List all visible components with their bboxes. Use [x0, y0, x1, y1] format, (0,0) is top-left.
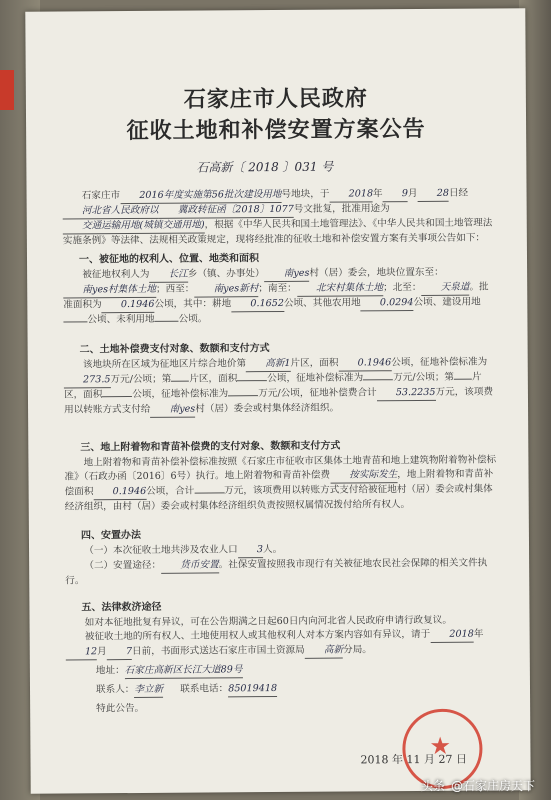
watermark-account: @石家庄房天下 [450, 779, 535, 793]
issue-date: 2018 年 11 月 27 日 [360, 752, 468, 767]
watermark [421, 777, 541, 794]
issuer-title: 石家庄市人民政府 [183, 86, 368, 113]
closing-line: 特此公告。 [96, 702, 145, 715]
section-5: 五、法律救济途径 如对本征地批复有异议，可在公告期满之日起60日内向河北省人民政府申请行政复议。 被征收土地的所有权人、土地使用权人或其他权利人对本方案内容如有异议，请于 2018年12月 7日前，书面形式送达石家庄市国土资源局 高新分局。 地址：石家庄高新区长江大道89号 联系人：李立新 联系电话：85019418 特此公告。 [65, 596, 500, 716]
intro-paragraph: 石家庄市 2016年度实施第56批次建设用地号地块，于 2018年 9月 28日经河北省人民政府以 冀政转征函〔2018〕1077号文批复，批准用途为交通运输用地(城镇交通用地)，根据《中华人民共和国土地管理法》、《中华人民共和国土地管理法实施条例》等法律、法规相关政策规定，现将经批准的征收土地和补偿安置方案有关事项公告如下： [62, 187, 493, 247]
section-5-heading: 五、法律救济途径 [81, 601, 162, 614]
section-1: 一、被征地的权利人、位置、地类和面积 被征地权利人为 长江乡（镇、办事处） 南yes村（居）委会，地块位置东至：南yes村集体土地；西至： 南yes新村；南至： 北宋村集体土地；北至： 天泉道。批准面积为 0.1946公顷，其中：耕地 0.1652公顷、其他农用地 0.0294公顷、建设用地公顷、未利用地 公顷。 [63, 248, 498, 327]
watermark-platform: 头条 [420, 779, 445, 793]
section-2: 二、土地补偿费支付对象、数额和支付方式 该地块所在区域为征地区片综合地价第 高新1片区，面积 0.1946公顷，征地补偿标准为273.5万元/公顷；第 片区，面积 公顷，征地补偿标准为 万元/公顷；第 片区，面积 公顷，征地补偿标准为 万元/公顷，征地补偿费合计 53.2235万元，该项费用以转账方式支付给 南yes村（居）委会或村集体经济组织。 [64, 338, 499, 418]
red-poster-edge [0, 70, 14, 110]
document-number: 石高新〔 2018 〕031 号 [196, 159, 334, 175]
section-3-heading: 三、地上附着物和青苗补偿费的支付对象、数额和支付方式 [80, 440, 341, 454]
section-2-heading: 二、土地补偿费支付对象、数额和支付方式 [79, 343, 270, 356]
section-4-heading: 四、安置办法 [80, 529, 141, 542]
document-title: 征收土地和补偿安置方案公告 [126, 116, 426, 145]
address-line: 地址：石家庄高新区长江大道89号 [96, 661, 500, 679]
section-3: 三、地上附着物和青苗补偿费的支付对象、数额和支付方式 地上附着物和青苗补偿补偿标准按照《石家庄市征收市区集体土地青苗和地上建筑物附着物补偿标准》（石政办函〔2016〕6号）执行。地上附着物和青苗补偿费 按实际发生，地上附着物和青苗补偿面积 0.1946公顷，合计 万元，该项费用以转账方式支付给被征地村（居）委会或村集体经济组织，由村（居）委会或村集体经济组织负责按照权属情况拨付给所有权人。 [64, 436, 499, 514]
contact-line: 联系人：李立新 联系电话：85019418 [96, 680, 500, 698]
section-1-heading: 一、被征地的权利人、位置、地类和面积 [78, 253, 260, 266]
star-icon: ★ [429, 731, 452, 760]
section-4: 四、安置办法 （一）本次征收土地共涉及农业人口 3人。 （二）安置途径： 货币安置。社保安置按照我市现行有关被征地农民社会保障的相关文件执行。 [65, 524, 499, 588]
announcement-document [25, 8, 530, 793]
